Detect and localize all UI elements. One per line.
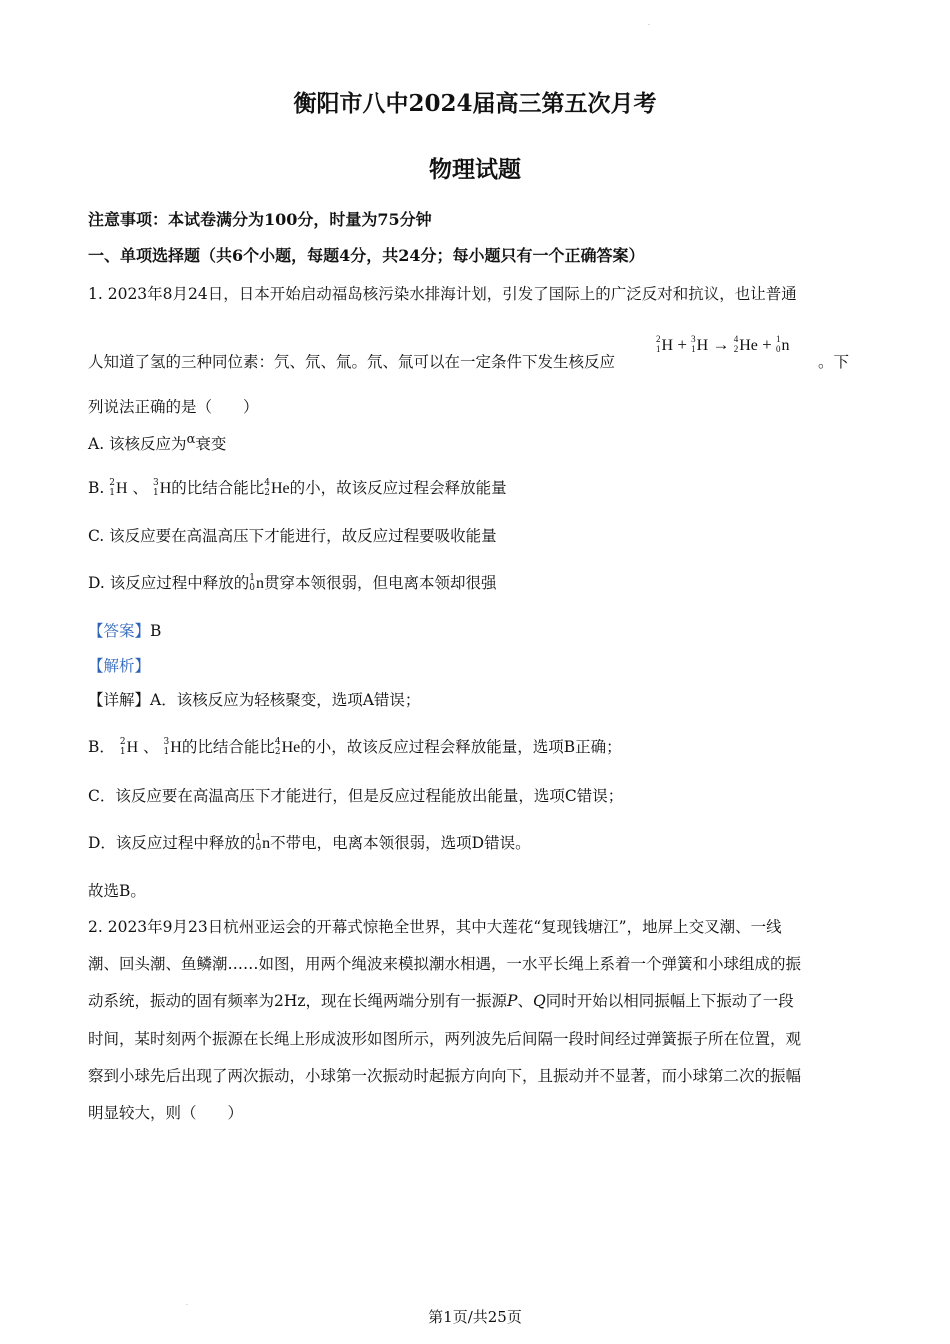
detail-c: C．该反应要在高温高压下才能进行，但是反应过程能放出能量，选项C错误； xyxy=(88,787,624,805)
q2-line-5: 察到小球先后出现了两次振动，小球第一次振动时起振方向向下，且振动并不显著，而小球第二次的振幅 xyxy=(88,1067,802,1085)
tritium-detail: 3 1 H xyxy=(163,737,182,757)
q2-line-2: 潮、回头潮、鱼鳞潮……如图，用两个绳波来模拟潮水相遇，一水平长绳上系着一个弹簧和小球组成的振 xyxy=(88,955,802,973)
answer-label: 【答案】 xyxy=(88,622,151,640)
detail-a: 【详解】A．该核反应为轻核聚变，选项A错误； xyxy=(88,691,421,709)
answer-value: B xyxy=(150,622,162,640)
deuterium-b: 2 1 H xyxy=(109,478,128,498)
plus-sign: + xyxy=(677,335,687,354)
neutron: 1 0 n xyxy=(775,334,790,354)
helium-detail: 4 2 He xyxy=(274,737,301,757)
source-q: Q xyxy=(533,992,546,1010)
analysis-label: 【解析】 xyxy=(88,657,151,675)
q2-line-4: 时间，某时刻两个振源在长绳上形成波形如图所示，两列波先后间隔一段时间经过弹簧振子所在位置，观 xyxy=(88,1030,802,1048)
q1-option-c: C. 该反应要在高温高压下才能进行，故反应过程要吸收能量 xyxy=(88,527,497,545)
tritium: 3 1 H xyxy=(691,334,709,354)
source-p: P xyxy=(507,992,518,1010)
q1-line-2-end: 。下 xyxy=(818,353,850,371)
q1-line-1: 1. 2023年8月24日，日本开始启动福岛核污染水排海计划，引发了国际上的广泛反对和抗议，也让普通 xyxy=(88,285,797,303)
deuterium: 2 1 H xyxy=(656,334,674,354)
notice: 注意事项：本试卷满分为100分，时量为75分钟 xyxy=(88,210,432,229)
q1-line-3: 列说法正确的是（ ） xyxy=(88,398,259,416)
neutron-d: 1 0 n xyxy=(249,573,264,593)
q2-line-3: 动系统，振动的固有频率为2Hz，现在长绳两端分别有一振源P、Q同时开始以相同振幅上下振动了一段 xyxy=(88,992,794,1010)
page-footer: 第1页/共25页 xyxy=(428,1308,522,1326)
detail-d: D．该反应过程中释放的 1 0 n不带电，电离本领很弱，选项D错误。 xyxy=(88,833,531,853)
scan-dot: · xyxy=(648,22,650,29)
q1-line-2-text: 人知道了氢的三种同位素：氕、氘、氚。氘、氚可以在一定条件下发生核反应 xyxy=(88,353,616,371)
neutron-detail: 1 0 n xyxy=(255,833,271,853)
q1-option-a: A. 该核反应为$^\alpha$衰变 xyxy=(88,432,227,454)
nuclear-equation xyxy=(656,334,789,355)
detail-b: B． 2 1 H 、 3 1 H的比结合能比 4 2 He的小，故该反应过程会释放能量，选项B正确； xyxy=(88,737,622,757)
answer-row xyxy=(88,621,161,641)
tritium-b: 3 1 H xyxy=(152,478,172,498)
helium-b: 4 2 He xyxy=(264,478,290,498)
arrow-sign: → xyxy=(712,335,730,354)
deuterium-detail: 2 1 H xyxy=(119,737,139,757)
helium: 4 2 He xyxy=(733,334,758,354)
q1-line-2 xyxy=(88,352,615,372)
scan-dot-2: · xyxy=(186,1302,188,1309)
page-title: 衡阳市八中2024届高三第五次月考 xyxy=(293,90,657,117)
q2-line-6: 明显较大，则（ ） xyxy=(88,1104,244,1122)
page-subtitle: 物理试题 xyxy=(429,156,521,183)
q1-option-d: D. 该反应过程中释放的 1 0 n贯穿本领很弱，但电离本领却很强 xyxy=(88,573,497,593)
plus-sign-2: + xyxy=(762,335,772,354)
q2-line-1: 2. 2023年9月23日杭州亚运会的开幕式惊艳全世界，其中大莲花“复现钱塘江”，地屏上交叉潮、一线 xyxy=(88,918,782,936)
q1-option-b: B. 2 1 H 、 3 1 H的比结合能比 4 2 He的小，故该反应过程会释放能量 xyxy=(88,478,507,498)
conclusion: 故选B。 xyxy=(88,882,146,900)
section-heading: 一、单项选择题（共6个小题，每题4分，共24分；每小题只有一个正确答案） xyxy=(88,246,645,265)
alpha-symbol: α xyxy=(186,432,196,447)
